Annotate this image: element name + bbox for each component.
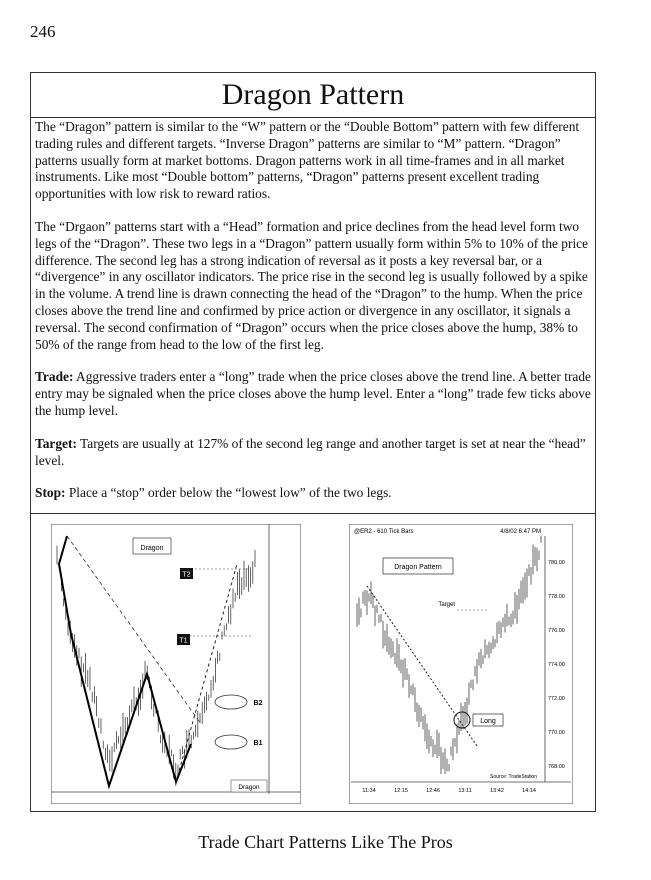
t2-marker: T2 (182, 571, 191, 579)
paragraph-stop (35, 485, 591, 502)
right-long-label: Long (480, 718, 496, 725)
page-number: 246 (30, 22, 56, 41)
stop-label: Stop: (35, 485, 66, 501)
paragraph-target (35, 436, 591, 470)
x-tick-label: 14:14 (522, 788, 536, 794)
paragraph-trade (35, 369, 591, 419)
y-tick-label: 772.00 (548, 696, 565, 702)
right-chart-timestamp: 4/8/02 6:47 PM (500, 529, 541, 535)
x-tick-label: 11:34 (362, 788, 376, 794)
stop-text: Place a “stop” order below the “lowest low” of the two legs. (65, 485, 392, 501)
page-title: Dragon Pattern (221, 78, 405, 111)
left-chart-label: Dragon (140, 545, 164, 552)
y-tick-label: 770.00 (548, 730, 565, 736)
body-text (31, 118, 595, 502)
t1-marker: T1 (179, 637, 188, 645)
y-tick-label: 768.00 (548, 764, 565, 770)
charts-row (31, 513, 595, 812)
x-tick-label: 12:46 (426, 788, 440, 794)
target-label: Target: (35, 435, 77, 451)
y-tick-label: 776.00 (548, 628, 565, 634)
pattern-box (30, 72, 596, 812)
y-tick-label: 778.00 (548, 594, 565, 600)
title-row (31, 73, 595, 118)
b2-marker: B2 (253, 700, 263, 707)
paragraph-intro: The “Dragon” pattern is similar to the “W” pattern or the “Double Bottom” pattern with few different trading rules and different targets. “Inverse Dragon” patterns are similar to “M” pattern. “Dragon” patterns usually form at market bottoms. Dragon patterns work in all time-frames and in all market instruments. Like most “Double bottom” patterns, “Dragon” patterns present excellent trading opportunities with low risk to reward ratios. (35, 119, 580, 202)
right-target-label: Target (438, 602, 455, 608)
trade-text: Aggressive traders enter a “long” trade when the price closes above the trend line. A better trade entry may be signaled when the price closes above the hump level. Enter a “long” trade few ticks above the hump level. (35, 369, 592, 418)
x-tick-label: 13:42 (490, 788, 504, 794)
paragraph-formation: The “Drgaon” patterns start with a “Head” formation and price declines from the head level form two legs of the “Dragon”. These two legs in a “Dragon” pattern usually form within 5% to 10% of the price difference. The second leg has a strong indication of reversal as it posts a key reversal bar, or a “divergence” in any oscillator indicators. The price rise in the second leg is usually followed by a spike in the volume. A trend line is drawn connecting the head of the “Dragon” to the hump. When the price closes above the trend line and confirmed by price action or divergence in any oscillator, it signals a reversal. The second confirmation of “Dragon” occurs when the price closes above the hump, 38% to 50% of the range from head to the low of the first leg. (35, 218, 589, 352)
right-source: Source: TradeStation (490, 774, 537, 780)
trade-label: Trade: (35, 369, 74, 385)
footer: Trade Chart Patterns Like The Pros (198, 832, 453, 852)
target-text: Targets are usually at 127% of the second leg range and another target is set at near the “head” level. (35, 435, 586, 468)
x-tick-label: 12:15 (394, 788, 408, 794)
left-dragon-chart (51, 524, 301, 804)
y-tick-label: 780.00 (548, 560, 565, 566)
right-dragon-chart (349, 524, 573, 804)
right-chart-header: @ER2 - 610 Tick Bars (354, 529, 414, 535)
x-tick-label: 13:11 (458, 788, 472, 794)
b1-marker: B1 (253, 740, 263, 747)
right-chart-label: Dragon Pattern (394, 564, 442, 571)
left-bottom-label: Dragon (238, 784, 260, 791)
y-tick-label: 774.00 (548, 662, 565, 668)
